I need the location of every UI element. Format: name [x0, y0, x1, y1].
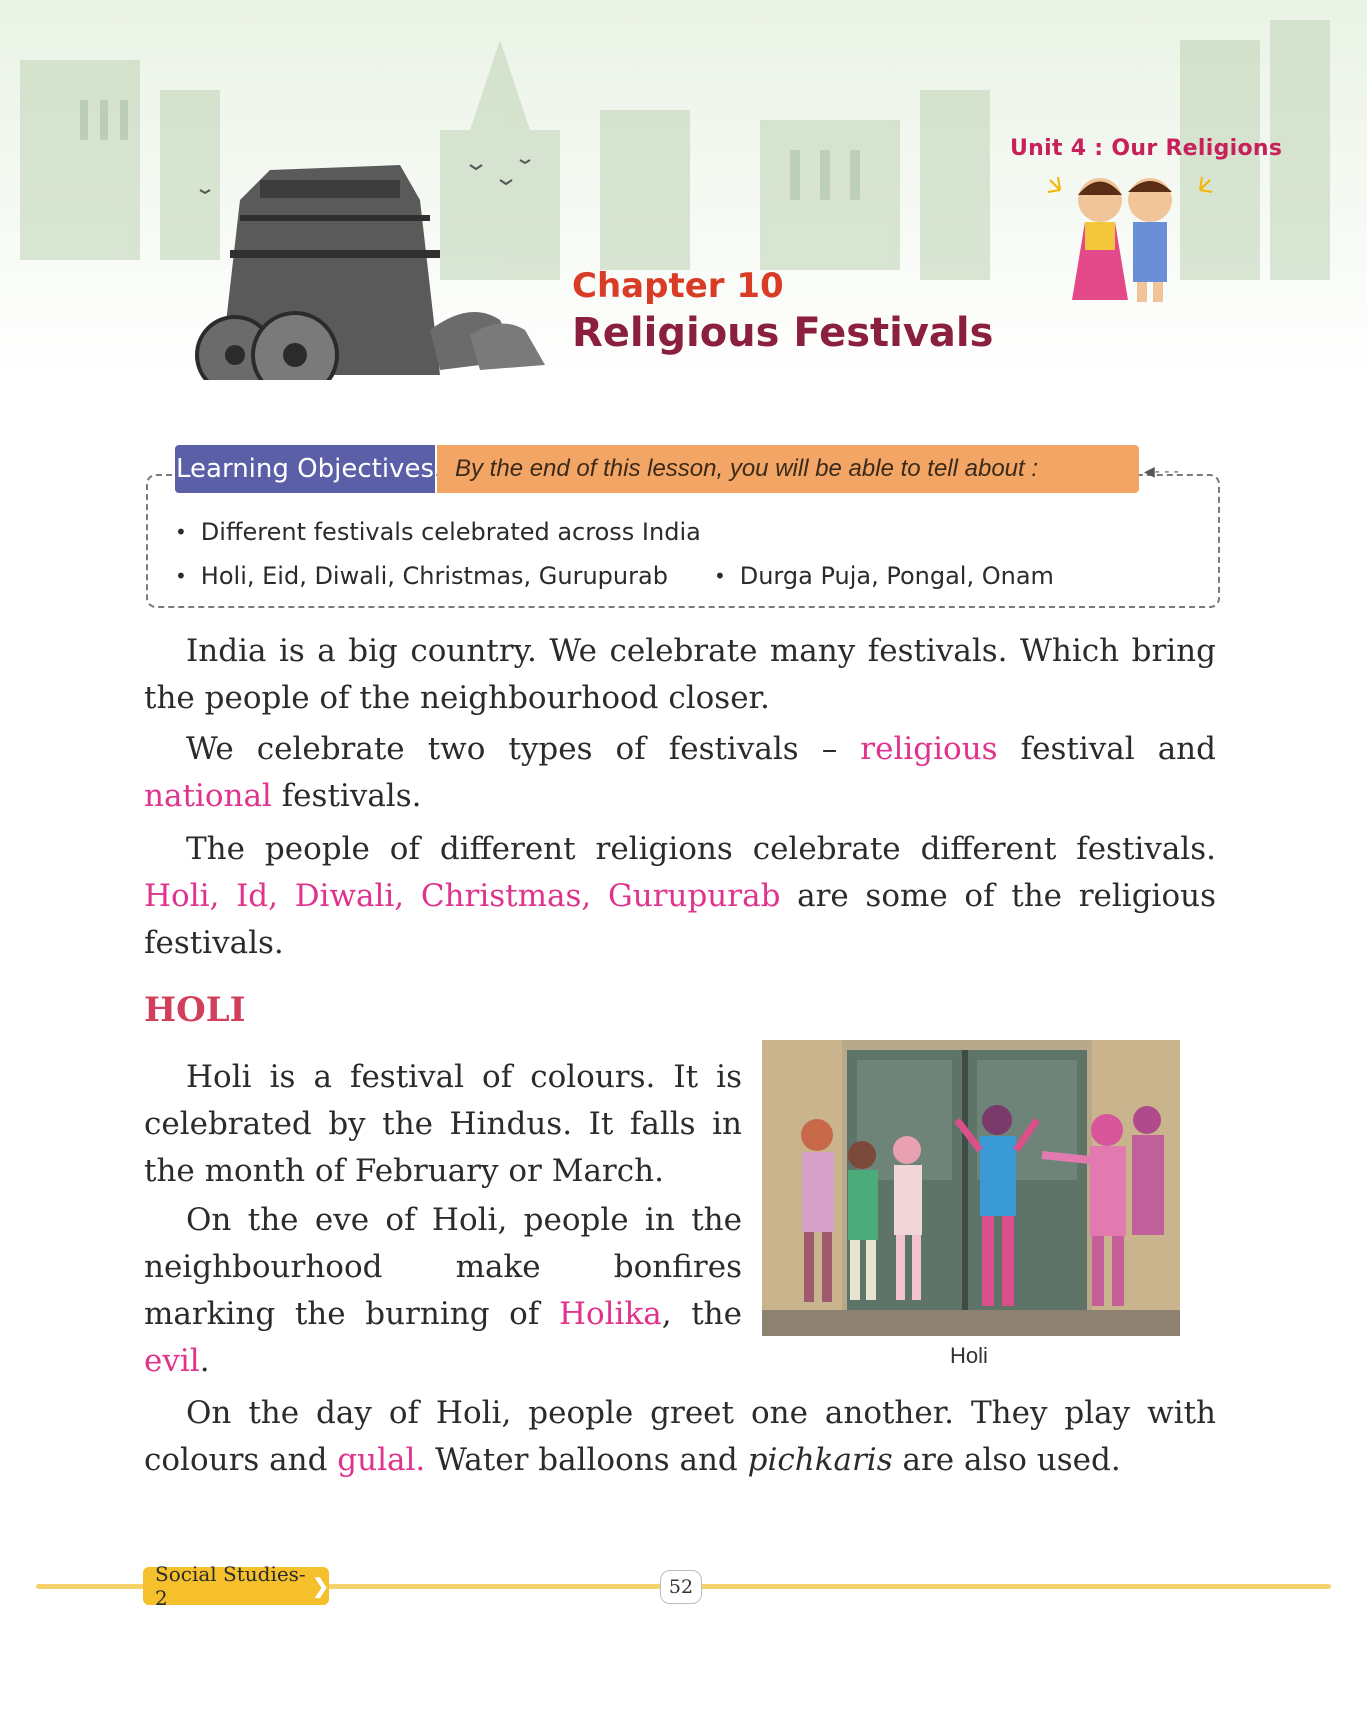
chapter-number: Chapter 10	[572, 266, 784, 306]
objective-row	[175, 510, 1215, 554]
highlight-term: Holika	[558, 1296, 662, 1332]
italic-term: pichkaris	[747, 1442, 893, 1478]
paragraph-holi-day	[144, 1390, 1216, 1484]
paragraph-text: The people of different religions celebrate different festivals.	[186, 831, 1216, 867]
section-heading-holi: HOLI	[144, 990, 246, 1030]
footer-book-label	[143, 1562, 329, 1610]
objective-item	[175, 562, 668, 590]
bullet-icon: •	[175, 520, 187, 544]
highlight-term: national	[144, 778, 272, 814]
highlight-term: gulal.	[337, 1442, 426, 1478]
paragraph-festival-types	[144, 726, 1216, 820]
paragraph-text: Holi is a festival of colours. It is celebrated by the Hindus. It falls in the month of February or March.	[144, 1059, 742, 1189]
learning-objectives-intro: By the end of this lesson, you will be able to tell about :	[437, 445, 1139, 493]
paragraph-text: On the eve of Holi, people in the neighbourhood make bonfires marking the burning of	[144, 1202, 742, 1332]
objective-row	[175, 554, 1215, 598]
arrow-icon: ◀- - -	[1144, 464, 1179, 480]
learning-objectives-list	[175, 510, 1215, 598]
bullet-icon: •	[175, 564, 187, 588]
unit-title: Unit 4 : Our Religions	[1010, 136, 1283, 161]
highlight-term: religious	[860, 731, 998, 767]
paragraph-text: .	[199, 1343, 210, 1379]
bullet-icon: •	[713, 564, 726, 588]
paragraph-text: festivals.	[271, 778, 422, 814]
holi-illustration	[762, 1040, 1180, 1336]
chevron-right-icon: ❯	[312, 1574, 329, 1598]
holi-photo	[762, 1040, 1180, 1336]
paragraph-text: Water balloons and	[425, 1442, 748, 1478]
paragraph-text: On the day of Holi, people greet one another. They play with colours and	[144, 1395, 1216, 1478]
paragraph-intro	[144, 628, 1216, 722]
highlight-term: Holi, Id, Diwali, Christmas, Gurupurab	[144, 878, 781, 914]
objective-text: Durga Puja, Pongal, Onam	[739, 562, 1054, 590]
learning-objectives-tag: Learning Objectives	[175, 445, 435, 493]
paragraph-text: , the	[661, 1296, 742, 1332]
photo-caption: Holi	[950, 1343, 988, 1368]
paragraph-text: are some of the religious festivals.	[144, 878, 1216, 961]
objective-item	[175, 518, 701, 546]
paragraph-text: are also used.	[892, 1442, 1121, 1478]
paragraph-holi-intro	[144, 1054, 742, 1195]
page-number: 52	[660, 1570, 702, 1604]
paragraph-text: We celebrate two types of festivals –	[186, 731, 861, 767]
paragraph-religious-festivals	[144, 826, 1216, 967]
objective-item	[714, 562, 1054, 590]
paragraph-holi-eve	[144, 1197, 742, 1385]
paragraph-text: festival and	[997, 731, 1216, 767]
chapter-title: Religious Festivals	[572, 310, 994, 356]
objective-text: Holi, Eid, Diwali, Christmas, Gurupurab	[200, 562, 668, 590]
objective-text: Different festivals celebrated across India	[200, 518, 701, 546]
highlight-term: evil	[144, 1343, 200, 1379]
paragraph-text: India is a big country. We celebrate many festivals. Which bring the people of the neighbourhood closer.	[144, 633, 1216, 716]
book-title: Social Studies-2	[155, 1562, 306, 1610]
